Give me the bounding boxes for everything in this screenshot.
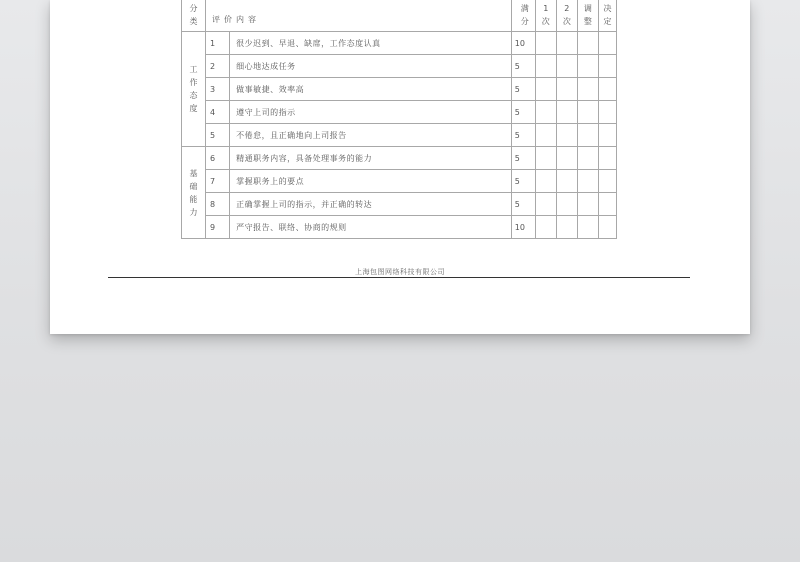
row-content: 遵守上司的指示 <box>230 101 512 124</box>
footer-divider <box>108 277 690 278</box>
header-full-score: 满分 <box>511 0 535 32</box>
cell-adjust <box>577 124 598 147</box>
row-score: 5 <box>511 55 535 78</box>
row-score: 5 <box>511 124 535 147</box>
row-score: 10 <box>511 216 535 239</box>
cell-adjust <box>577 147 598 170</box>
row-content: 精通职务内容，具备处理事务的能力 <box>230 147 512 170</box>
cell-first <box>535 124 556 147</box>
cell-decision <box>598 216 616 239</box>
cell-adjust <box>577 170 598 193</box>
row-number: 8 <box>206 193 230 216</box>
cell-decision <box>598 124 616 147</box>
cell-first <box>535 147 556 170</box>
cell-second <box>556 78 577 101</box>
footer-company: 上海包图网络科技有限公司 <box>355 268 445 276</box>
row-number: 7 <box>206 170 230 193</box>
table-row <box>182 170 617 193</box>
cell-decision <box>598 193 616 216</box>
table-row <box>182 101 617 124</box>
cell-adjust <box>577 32 598 55</box>
table-row <box>182 78 617 101</box>
cell-second <box>556 193 577 216</box>
row-score: 5 <box>511 170 535 193</box>
cell-adjust <box>577 193 598 216</box>
row-score: 5 <box>511 101 535 124</box>
cell-first <box>535 216 556 239</box>
row-number: 4 <box>206 101 230 124</box>
cell-decision <box>598 55 616 78</box>
cell-second <box>556 170 577 193</box>
cell-decision <box>598 170 616 193</box>
row-content: 掌握职务上的要点 <box>230 170 512 193</box>
row-number: 3 <box>206 78 230 101</box>
header-decision: 决定 <box>598 0 616 32</box>
cell-decision <box>598 101 616 124</box>
cell-adjust <box>577 216 598 239</box>
header-second: 2次 <box>556 0 577 32</box>
evaluation-table <box>181 0 617 239</box>
table-header-row <box>182 0 617 32</box>
category-cell: 基础能力 <box>182 147 206 239</box>
cell-second <box>556 101 577 124</box>
cell-second <box>556 124 577 147</box>
cell-second <box>556 55 577 78</box>
row-score: 5 <box>511 147 535 170</box>
header-content: 评价内容 <box>206 0 512 32</box>
header-category: 分类 <box>182 0 206 32</box>
table-row <box>182 193 617 216</box>
row-content: 很少迟到、早退、缺席，工作态度认真 <box>230 32 512 55</box>
row-score: 10 <box>511 32 535 55</box>
row-content: 做事敏捷、效率高 <box>230 78 512 101</box>
row-number: 2 <box>206 55 230 78</box>
row-content: 不倦怠，且正确地向上司报告 <box>230 124 512 147</box>
cell-first <box>535 170 556 193</box>
row-number: 6 <box>206 147 230 170</box>
document-page <box>50 0 750 334</box>
row-score: 5 <box>511 78 535 101</box>
cell-adjust <box>577 78 598 101</box>
table-row <box>182 147 617 170</box>
cell-decision <box>598 78 616 101</box>
row-score: 5 <box>511 193 535 216</box>
cell-first <box>535 32 556 55</box>
category-cell: 工作态度 <box>182 32 206 147</box>
cell-decision <box>598 147 616 170</box>
table-row <box>182 55 617 78</box>
cell-second <box>556 32 577 55</box>
row-number: 9 <box>206 216 230 239</box>
cell-second <box>556 216 577 239</box>
row-number: 1 <box>206 32 230 55</box>
cell-first <box>535 101 556 124</box>
cell-first <box>535 78 556 101</box>
table-row <box>182 124 617 147</box>
cell-adjust <box>577 55 598 78</box>
table-row <box>182 216 617 239</box>
row-content: 细心地达成任务 <box>230 55 512 78</box>
header-first: 1次 <box>535 0 556 32</box>
cell-adjust <box>577 101 598 124</box>
cell-first <box>535 55 556 78</box>
cell-second <box>556 147 577 170</box>
header-adjust: 调整 <box>577 0 598 32</box>
row-content: 严守报告、联络、协商的规则 <box>230 216 512 239</box>
cell-first <box>535 193 556 216</box>
row-number: 5 <box>206 124 230 147</box>
table-row <box>182 32 617 55</box>
cell-decision <box>598 32 616 55</box>
row-content: 正确掌握上司的指示，并正确的转达 <box>230 193 512 216</box>
